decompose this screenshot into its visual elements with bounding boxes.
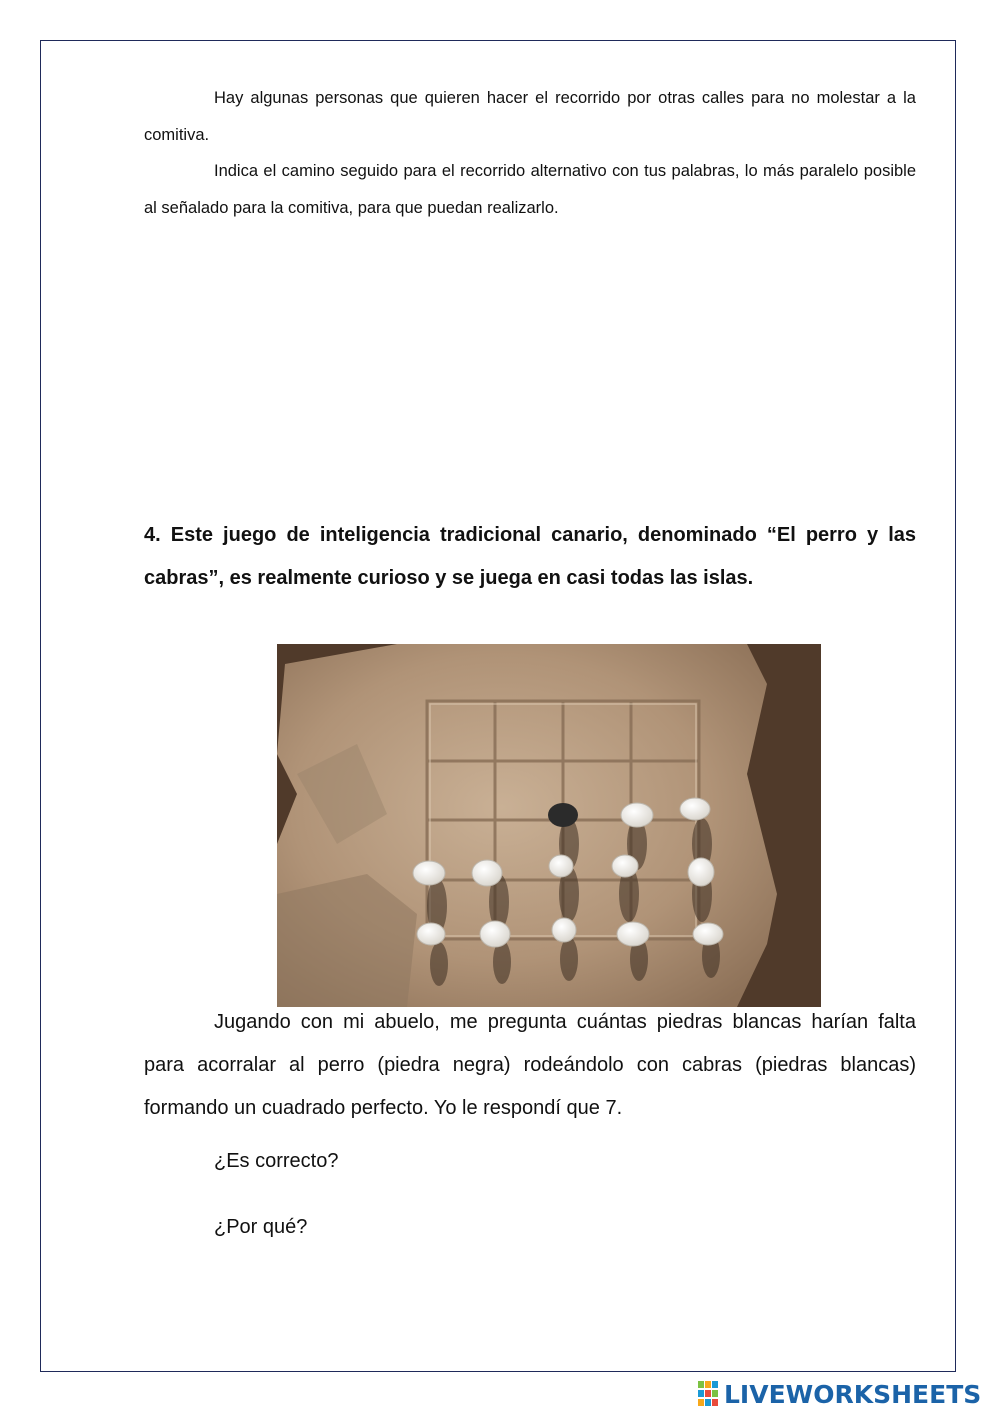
game-board-photo <box>277 644 821 1007</box>
liveworksheets-logo-icon <box>698 1381 720 1407</box>
question-4-body: Jugando con mi abuelo, me pregunta cuántas piedras blancas harían falta para acorralar al perro (piedra negra) rodeándolo con cabras (piedras blancas) formando un cuadrado perfecto. Yo le respondí que 7. <box>144 1011 916 1119</box>
question-4-heading: 4. Este juego de inteligencia tradicional canario, denominado “El perro y las cabras”, es realmente curioso y se juega en casi todas las islas. <box>144 524 916 589</box>
liveworksheets-wordmark: LIVEWORKSHEETS <box>724 1379 982 1409</box>
paragraph-alternative-route-instruction: Indica el camino seguido para el recorrido alternativo con tus palabras, lo más paralelo posible al señalado para la comitiva, para que puedan realizarlo. <box>144 162 916 217</box>
paragraph-alternative-route-intro: Hay algunas personas que quieren hacer el recorrido por otras calles para no molestar a la comitiva. <box>144 89 916 144</box>
question-why: ¿Por qué? <box>214 1216 308 1238</box>
question-is-correct: ¿Es correcto? <box>214 1150 339 1172</box>
liveworksheets-logo[interactable] <box>698 1378 981 1410</box>
